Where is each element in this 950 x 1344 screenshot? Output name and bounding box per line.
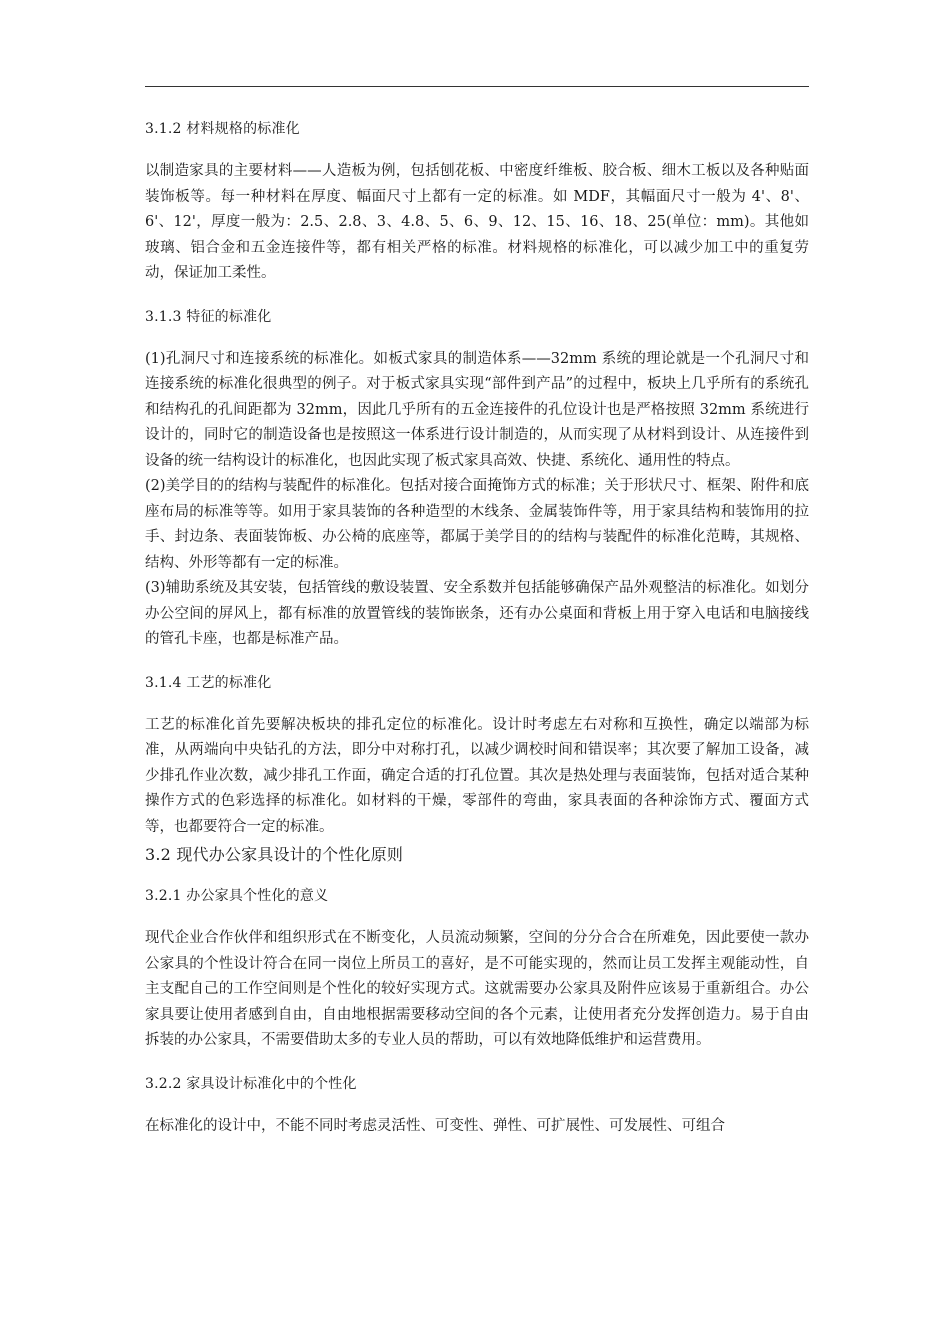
section-paragraph-3-1-3-2: (2)美学目的的结构与装配件的标准化。包括对接合面掩饰方式的标准；关于形状尺寸、框架、附件和底座布局的标准等等。如用于家具装饰的各种造型的木线条、金属装饰件等，用于家具结构和装饰用的拉手、封边条、表面装饰板、办公椅的底座等，都属于美学目的的结构与装配件的标准化范畴，其规格、结构、外形等都有一定的标准。 [145, 478, 809, 571]
section-heading-3-2-2: 3.2.2 家具设计标准化中的个性化 [145, 1075, 357, 1092]
header-rule [145, 86, 809, 87]
section-body-3-1-2: 以制造家具的主要材料——人造板为例，包括刨花板、中密度纤维板、胶合板、细木工板以及各种贴面装饰板等。每一种材料在厚度、幅面尺寸上都有一定的标准。如 MDF，其幅面尺寸一般为 4'、8'、6'、12'，厚度一般为：2.5、2.8、3、4.8、5、6、9、12、15、16、18、25(单位：mm)。其他如玻璃、铝合金和五金连接件等，都有相关严格的标准。材料规格的标准化，可以减少加工中的重复劳动，保证加工柔性。 [145, 163, 809, 281]
section-heading-3-2-1: 3.2.1 办公家具个性化的意义 [145, 888, 329, 904]
section-heading-3-1-3: 3.1.3 特征的标准化 [145, 308, 272, 325]
section-heading-3-1-2: 3.1.2 材料规格的标准化 [145, 121, 300, 137]
section-heading-3-2: 3.2 现代办公家具设计的个性化原则 [145, 845, 404, 864]
section-body-3-1-4: 工艺的标准化首先要解决板块的排孔定位的标准化。设计时考虑左右对称和互换性，确定以端部为标准，从两端向中央钻孔的方法，即分中对称打孔，以减少调校时间和错误率；其次要了解加工设备，减少排孔作业次数，减少排孔工作面，确定合适的打孔位置。其次是热处理与表面装饰，包括对适合某种操作方式的色彩选择的标准化。如材料的干燥，零部件的弯曲，家具表面的各种涂饰方式、覆面方式等，也都要符合一定的标准。 [145, 716, 809, 835]
section-body-3-2-2: 在标准化的设计中，不能不同时考虑灵活性、可变性、弹性、可扩展性、可发展性、可组合 [145, 1117, 725, 1134]
document-body [145, 119, 809, 1139]
section-paragraph-3-1-3-1: (1)孔洞尺寸和连接系统的标准化。如板式家具的制造体系——32mm 系统的理论就是一个孔洞尺寸和连接系统的标准化很典型的例子。对于板式家具实现“部件到产品”的过程中，板块上几乎所有的系统孔和结构孔的孔间距都为 32mm，因此几乎所有的五金连接件的孔位设计也是严格按照 32mm 系统进行设计的，同时它的制造设备也是按照这一体系进行设计制造的，从而实现了从材料到设计、从连接件到设备的统一结构设计的标准化，也因此实现了板式家具高效、快捷、系统化、通用性的特点。 [145, 350, 809, 469]
section-paragraph-3-1-3-3: (3)辅助系统及其安装，包括管线的敷设装置、安全系数并包括能够确保产品外观整洁的标准化。如划分办公空间的屏风上，都有标准的放置管线的装饰嵌条，还有办公桌面和背板上用于穿入电话和电脑接线的管孔卡座，也都是标准产品。 [145, 580, 809, 647]
section-heading-3-1-4: 3.1.4 工艺的标准化 [145, 674, 272, 691]
section-body-3-2-1: 现代企业合作伙伴和组织形式在不断变化，人员流动频繁，空间的分分合合在所难免，因此要使一款办公家具的个性设计符合在同一岗位上所员工的喜好，是不可能实现的，然而让员工发挥主观能动性，自主支配自己的工作空间则是个性化的较好实现方式。这就需要办公家具及附件应该易于重新组合。办公家具要让使用者感到自由，自由地根据需要移动空间的各个元素，让使用者充分发挥创造力。易于自由拆装的办公家具，不需要借助太多的专业人员的帮助，可以有效地降低维护和运营费用。 [145, 930, 809, 1048]
